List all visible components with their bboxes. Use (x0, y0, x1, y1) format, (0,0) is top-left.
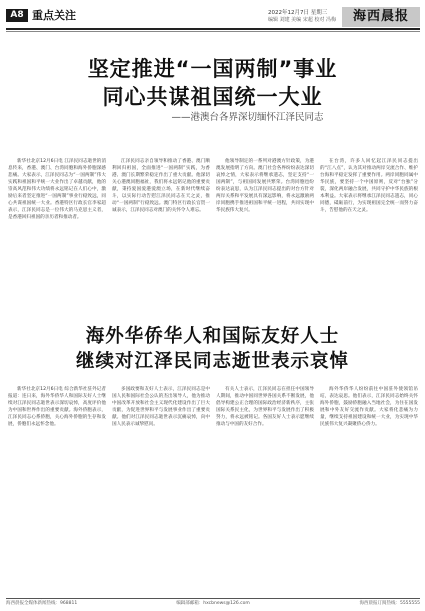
article2-column-2 (112, 386, 210, 594)
footer-rule (6, 598, 420, 599)
article2-headline-line1: 海外华侨华人和国际友好人士 (85, 326, 340, 347)
article2-column-3 (216, 386, 314, 594)
editor-credits: 编辑 刘建 美编 宋超 校对 冯梅 (268, 17, 336, 23)
article1-subtitle: ——港澳台各界深切缅怀江泽民同志 (171, 112, 324, 123)
article2-paragraph: 有关人士表示，江泽民同志在担任中国领导人期间，推动中国同世界各国关系不断发展，他倡导构建公正合理的国际政治经济新秩序，主张国际关系民主化，为世界和平与发展作出了积极努力，将永远被铭记。各国友好人士表示愿继续推动与中国的友好合作。 (216, 387, 314, 428)
article2-column-1 (8, 386, 106, 594)
article1-paragraph: 新华社北京12月6日电 江泽民同志逝世的消息传来，香港、澳门、台湾同胞和海外侨胞深感悲痛。大家表示，江泽民同志为“一国两制”伟大实践和祖国和平统一大业作出了卓越贡献，他的崇高风范和伟大功绩将永远铭记在人们心中，激励后来者坚定推进“一国两制”事业行稳致远，同心共谋祖国统一大业。香港特区行政长官李家超表示，江泽民同志是一位伟大的马克思主义者，是香港回归祖国的亲历者和推动者。 (8, 159, 106, 221)
page-number-badge: A8 (6, 9, 28, 22)
section-title: 重点关注 (32, 9, 76, 22)
footer-subscription: 海西晨报订阅热线：5555555 (359, 601, 420, 606)
article2-paragraph: 多国政要和友好人士表示，江泽民同志是中国人民和国际社会公认的杰出领导人，他为推动中国改革开放和社会主义现代化建设作出了巨大贡献，为促进世界和平与发展事业作出了重要贡献。他们对江泽民同志逝世表示沉痛哀悼，向中国人民表示诚挚慰问。 (112, 387, 210, 428)
article2-paragraph: 海外华侨华人纷纷前往中国驻外使领馆吊唁，表达哀思。他们表示，江泽民同志始终关怀海外侨胞，鼓励侨胞融入当地社会，为住在国发展和中外友好交流作贡献。大家将化悲痛为力量，继续支持祖国建设和统一大业，为实现中华民族伟大复兴凝聚侨心侨力。 (320, 387, 418, 428)
newspaper-logo: 海西晨报 (342, 7, 420, 27)
footer-email: 编辑部邮箱：hxcbnews@126.com (176, 601, 250, 606)
article1-headline-line2: 同心共谋祖国统一大业 (102, 85, 323, 109)
article1-paragraph: 在台湾，许多人回忆起江泽民同志提出的“江八点”，认为其对推动两岸交流合作、维护台海和平稳定发挥了重要作用。两岸同胞同属中华民族，要坚持一个中国原则，反对“台独”分裂，深化两岸融合发展，共同守护中华民族的根本利益。大家表示将继承江泽民同志遗志，同心同德，砥砺前行，为实现祖国完全统一而努力奋斗，告慰他的在天之灵。 (320, 159, 418, 214)
article1-headline-line1: 坚定推进“一国两制”事业 (87, 57, 338, 81)
footer-hotline: 海西晨报全媒体新闻热线：968811 (6, 601, 78, 606)
article2-headline-line2: 继续对江泽民同志逝世表示哀悼 (75, 351, 349, 372)
article1-paragraph: 江泽民同志亲自领导和推动了香港、澳门顺利回归祖国，全面推进“一国两制”实践，为香港、澳门长期繁荣稳定作出了重大贡献。他深切关心港澳同胞福祉，我们将永远铭记他的重要贡献，秉持爱国爱港爱澳立场，在新时代继续奋斗，以实际行动告慰江泽民同志在天之灵，推动“一国两制”行稳致远。澳门特区行政长官贺一诚表示，江泽民同志对澳门的关怀令人难忘。 (112, 159, 210, 214)
header-rule-thin (6, 31, 420, 32)
publication-date: 2022年12月7日 星期三 (268, 10, 328, 16)
header-rule (6, 28, 420, 30)
page-header (0, 0, 425, 30)
article1-paragraph: 他领导制定的一系列对港澳方针政策，为港澳发展指明了方向。澳门社会各界纷纷表达深切哀悼之情，大家表示将继承遗志，坚定支持“一国两制”，与祖国同发展共繁荣。台湾同胞也纷纷表达哀思，认为江泽民同志提出的对台方针对两岸关系和平发展具有深远影响，将永远激励两岸同胞携手推进祖国和平统一进程，共同实现中华民族伟大复兴。 (216, 159, 314, 214)
article2-column-4 (320, 386, 418, 594)
article2-paragraph: 新华社北京12月6日电 综合新华社驻外记者报道：连日来，海外华侨华人和国际友好人士继续对江泽民同志逝世表示深切哀悼，高度评价他为中国和世界作出的重要贡献。海外侨胞表示，江泽民同志心系侨胞，关心海外侨胞的生存和发展，侨胞们永远怀念他。 (8, 387, 106, 428)
